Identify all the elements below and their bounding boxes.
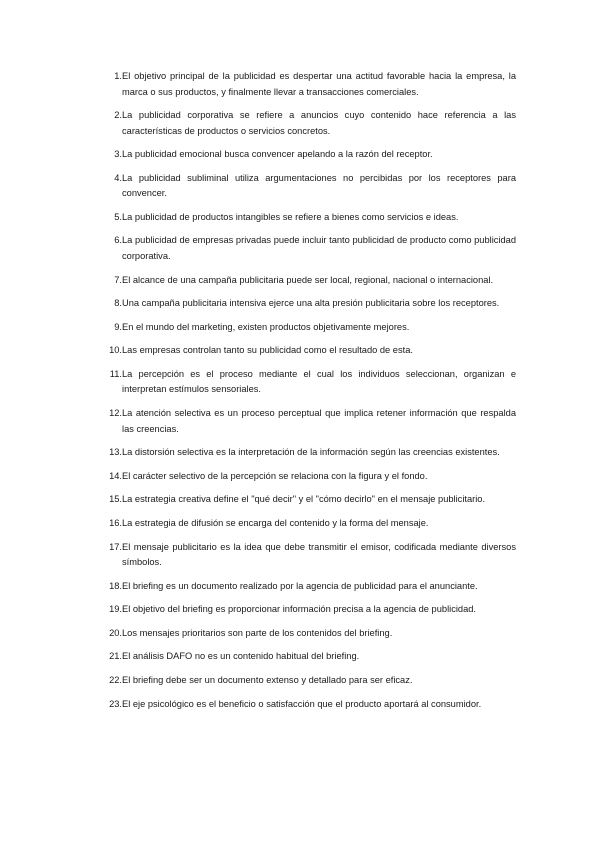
item-number: 12. xyxy=(109,408,122,419)
list-item xyxy=(98,626,516,642)
item-number: 10. xyxy=(109,345,122,356)
item-text: El mensaje publicitario es la idea que debe transmitir el emisor, codificada mediante diversos símbolos. xyxy=(122,541,516,567)
item-number: 18. xyxy=(109,580,122,591)
list-item xyxy=(98,320,516,336)
item-text: El eje psicológico es el beneficio o satisfacción que el producto aportará al consumidor. xyxy=(122,698,482,709)
item-text: El carácter selectivo de la percepción se relaciona con la figura y el fondo. xyxy=(122,470,428,481)
statement-list xyxy=(98,69,516,720)
item-number: 9. xyxy=(114,321,122,332)
item-number: 15. xyxy=(109,494,122,505)
item-text: La atención selectiva es un proceso perceptual que implica retener información que respalda las creencias. xyxy=(122,408,516,434)
item-text: La publicidad corporativa se refiere a anuncios cuyo contenido hace referencia a las características de productos o servicios concretos. xyxy=(122,110,516,136)
item-text: El objetivo del briefing es proporcionar información precisa a la agencia de publicidad. xyxy=(122,604,477,615)
list-item xyxy=(98,579,516,595)
item-text: El briefing debe ser un documento extenso y detallado para ser eficaz. xyxy=(122,674,413,685)
item-number: 21. xyxy=(109,651,122,662)
list-item xyxy=(98,147,516,163)
item-number: 13. xyxy=(109,447,122,458)
item-number: 7. xyxy=(114,274,122,285)
item-text: El alcance de una campaña publicitaria puede ser local, regional, nacional o internacional. xyxy=(122,274,494,285)
item-number: 19. xyxy=(109,604,122,615)
item-number: 4. xyxy=(114,172,122,183)
list-item xyxy=(98,469,516,485)
item-number: 6. xyxy=(114,235,122,246)
item-number: 3. xyxy=(114,149,122,160)
item-number: 1. xyxy=(114,71,122,81)
item-text: Una campaña publicitaria intensiva ejerce una alta presión publicitaria sobre los receptores. xyxy=(122,298,500,309)
list-item xyxy=(98,343,516,359)
list-item xyxy=(98,492,516,508)
list-item xyxy=(98,367,516,398)
item-text: Los mensajes prioritarios son parte de los contenidos del briefing. xyxy=(122,627,393,638)
list-item xyxy=(98,233,516,264)
item-number: 16. xyxy=(109,517,122,528)
item-number: 8. xyxy=(114,298,122,309)
list-item xyxy=(98,649,516,665)
item-text: La publicidad de empresas privadas puede incluir tanto publicidad de producto como publicidad corporativa. xyxy=(122,235,516,261)
list-item xyxy=(98,516,516,532)
list-item xyxy=(98,296,516,312)
list-item xyxy=(98,406,516,437)
item-text: La publicidad de productos intangibles se refiere a bienes como servicios e ideas. xyxy=(122,211,459,222)
item-text: El análisis DAFO no es un contenido habitual del briefing. xyxy=(122,651,360,662)
item-text: En el mundo del marketing, existen productos objetivamente mejores. xyxy=(122,321,410,332)
list-item xyxy=(98,602,516,618)
item-text: La publicidad emocional busca convencer apelando a la razón del receptor. xyxy=(122,149,433,160)
item-number: 14. xyxy=(109,470,122,481)
list-item xyxy=(98,273,516,289)
list-item xyxy=(98,69,516,100)
item-text: La distorsión selectiva es la interpretación de la información según las creencias existentes. xyxy=(122,447,500,458)
item-number: 17. xyxy=(109,541,122,552)
list-item xyxy=(98,210,516,226)
item-text: La publicidad subliminal utiliza argumentaciones no percibidas por los receptores para convencer. xyxy=(122,172,516,199)
list-item xyxy=(98,697,516,713)
item-number: 5. xyxy=(114,211,122,222)
item-number: 20. xyxy=(109,627,122,638)
item-text: La estrategia creativa define el "qué decir" y el "cómo decirlo" en el mensaje publicitario. xyxy=(122,494,486,505)
item-number: 2. xyxy=(114,110,122,121)
item-text: El briefing es un documento realizado por la agencia de publicidad para el anunciante. xyxy=(122,580,478,591)
list-item xyxy=(98,540,516,571)
item-number: 11. xyxy=(109,368,122,379)
list-item xyxy=(98,171,516,202)
item-number: 23. xyxy=(109,698,122,709)
item-text: El objetivo principal de la publicidad es despertar una actitud favorable hacia la empresa, la marca o sus productos, y finalmente llevar a transacciones comerciales. xyxy=(122,71,516,97)
list-item xyxy=(98,445,516,461)
item-number: 22. xyxy=(109,674,122,685)
list-item xyxy=(98,108,516,139)
item-text: Las empresas controlan tanto su publicidad como el resultado de esta. xyxy=(122,345,413,356)
item-text: La estrategia de difusión se encarga del contenido y la forma del mensaje. xyxy=(122,517,429,528)
item-text: La percepción es el proceso mediante el cual los individuos seleccionan, organizan e interpretan estímulos sensoriales. xyxy=(122,368,516,395)
list-item xyxy=(98,673,516,689)
